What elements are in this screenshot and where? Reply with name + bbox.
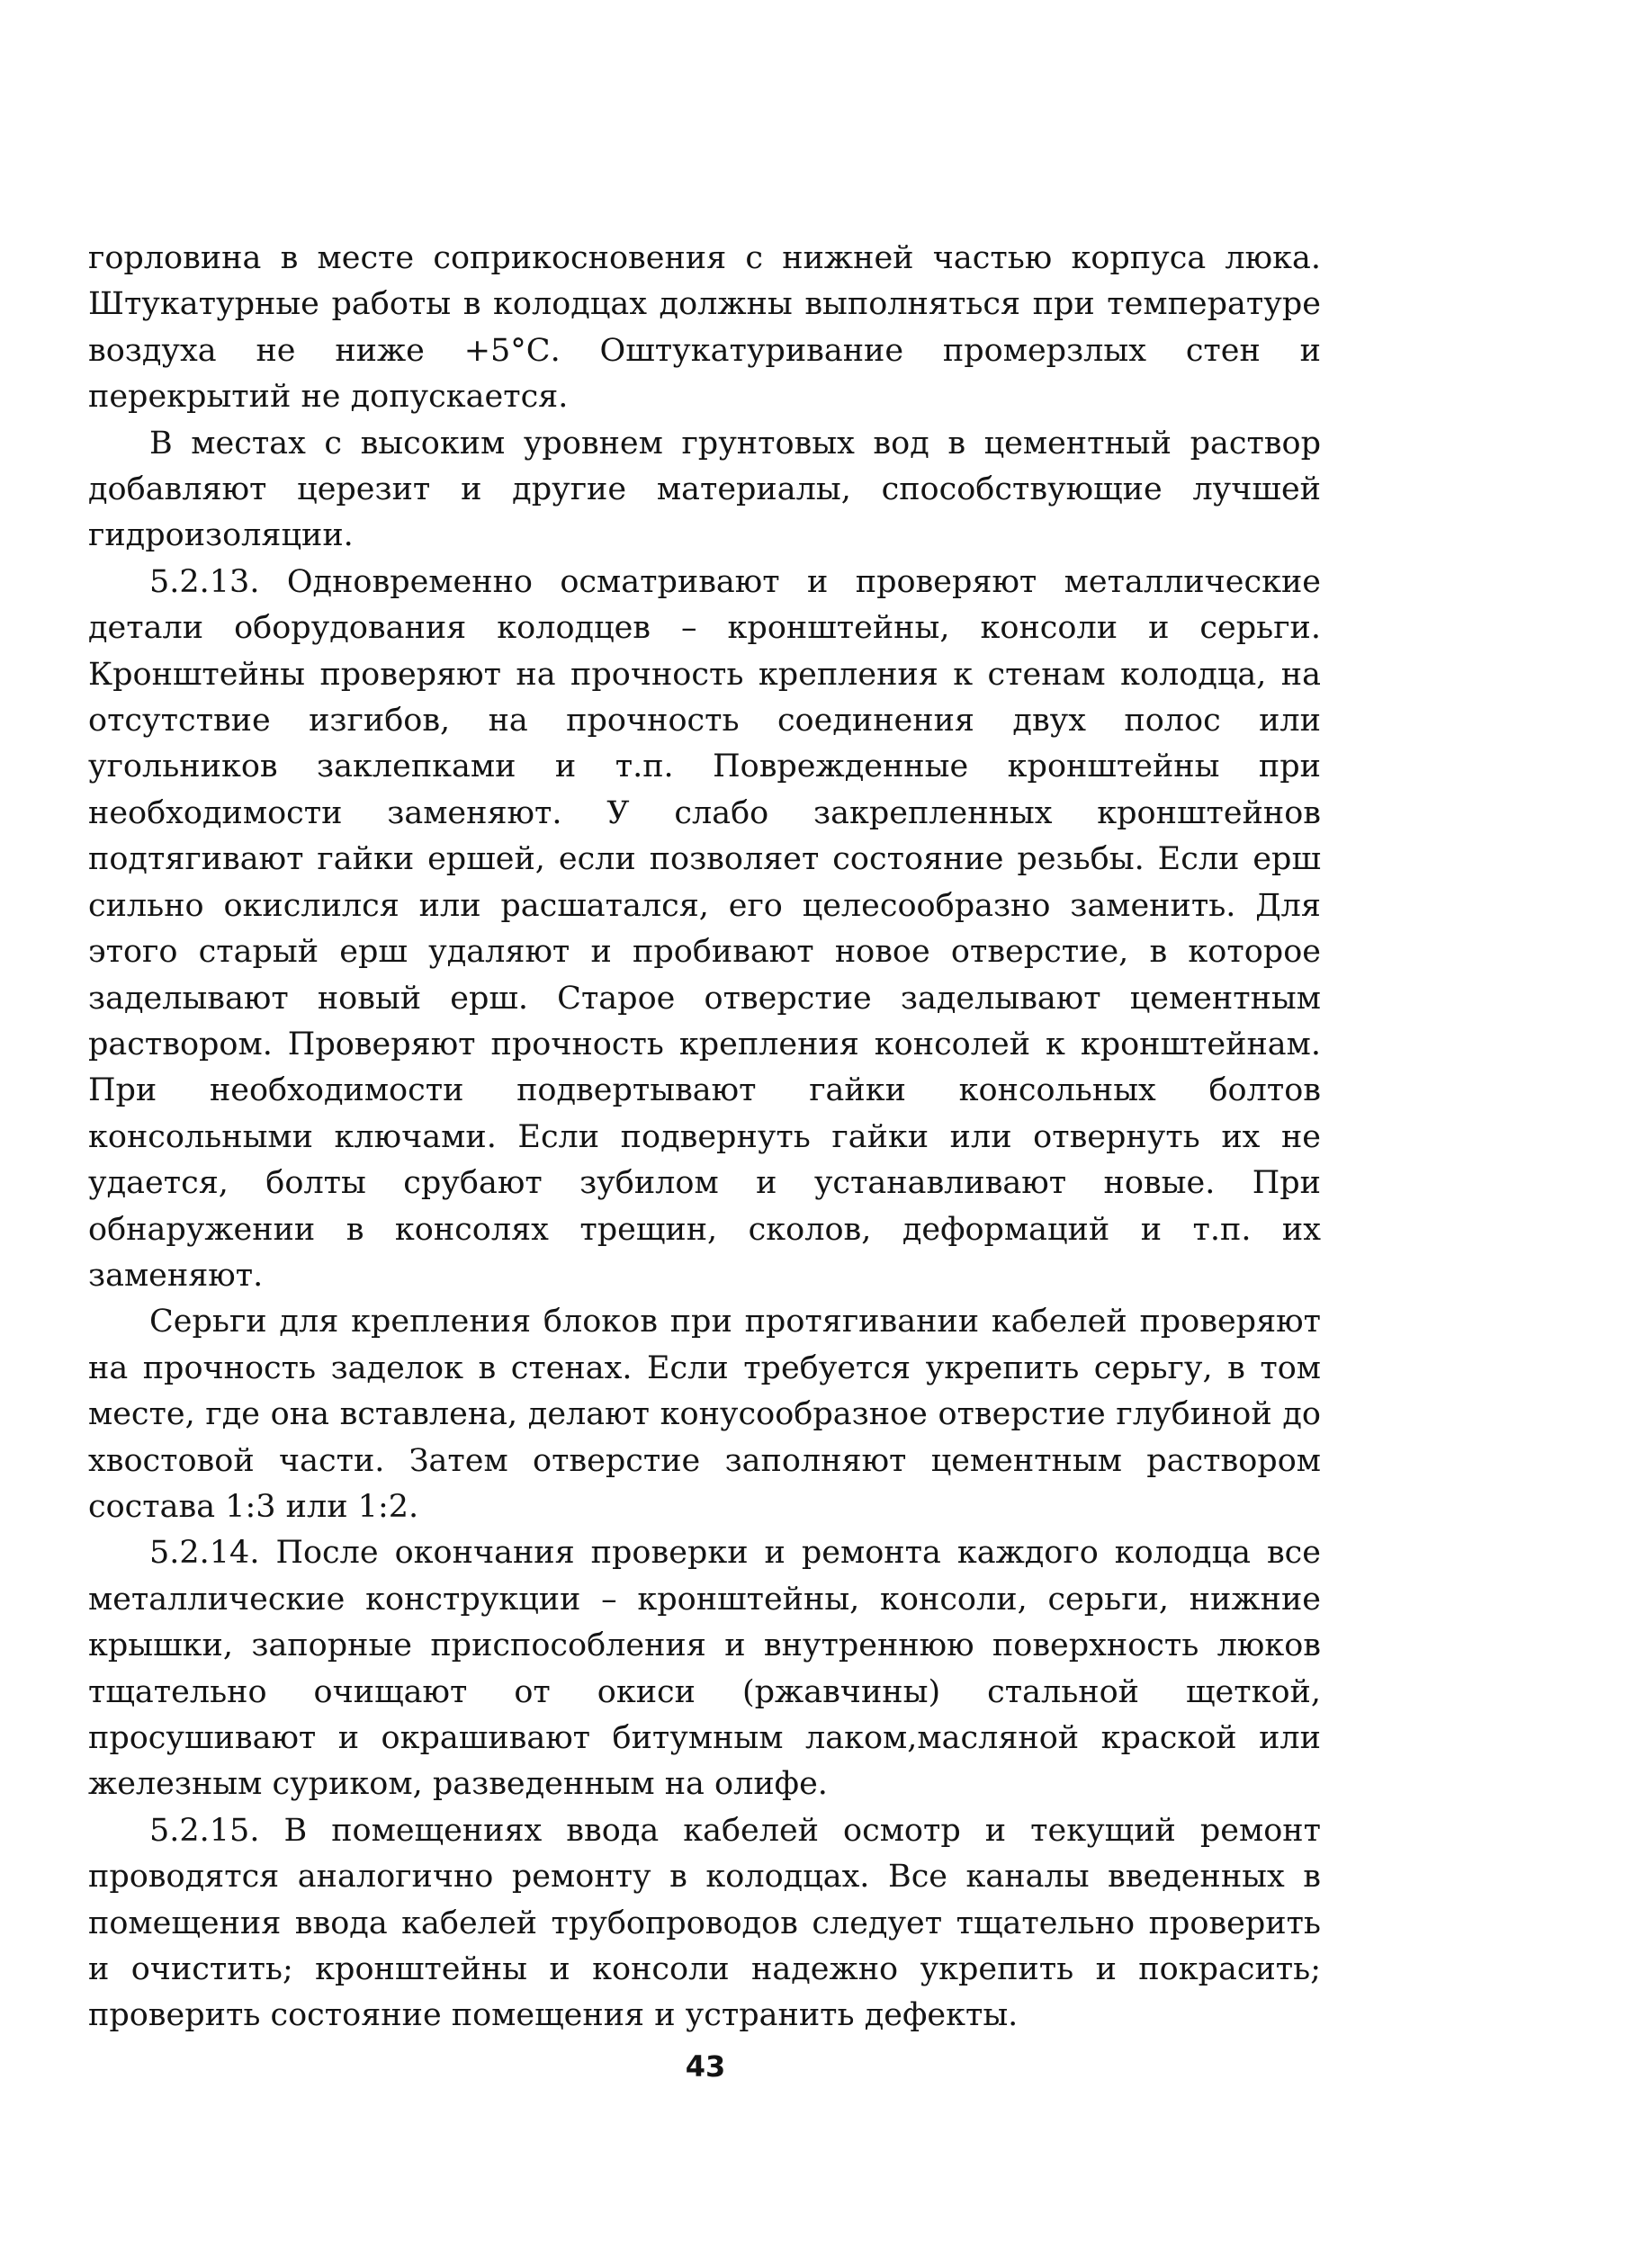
paragraph-shackles: Серьги для крепления блоков при протягивании кабелей проверяют на прочность заделок в стенах. Если требуется укрепить серьгу, в том месте, где она вставлена, делают конусообразное отверстие глубиной до хвостовой части. Затем отверстие заполняют цементным раствором состава 1:3 или 1:2.: [88, 1304, 1321, 1525]
paragraph-5-2-13: 5.2.13. Одновременно осматривают и проверяют металлические детали оборудования колодцев – кронштейны, консоли и серьги. Кронштейны проверяют на прочность крепления к стенам колодца, на отсутствие изгибов, на прочность соединения двух полос или угольников заклепками и т.п. Поврежденные кронштейны при необходимости заменяют. У слабо закрепленных кронштейнов подтягивают гайки ершей, если позволяет состояние резьбы. Если ерш сильно окислился или расшатался, его целесообразно заменить. Для этого старый ерш удаляют и пробивают новое отверстие, в которое заделывают новый ерш. Старое отверстие заделывают цементным раствором. Проверяют прочность крепления консолей к кронштейнам. При необходимости подвертывают гайки консольных болтов консольными ключами. Если подвернуть гайки или отвернуть их не удается, болты срубают зубилом и устанавливают новые. При обнаружении в консолях трещин, сколов, деформаций и т.п. их заменяют.: [88, 563, 1321, 1294]
body-text: [88, 236, 1321, 2039]
paragraph-5-2-15: 5.2.15. В помещениях ввода кабелей осмотр и текущий ремонт проводятся аналогично ремонту в колодцах. Все каналы введенных в помещения ввода кабелей трубопроводов следует тщательно проверить и очистить; кронштейны и консоли надежно укрепить и покрасить; проверить состояние помещения и устранить дефекты.: [88, 1812, 1321, 2034]
paragraph-plastering-end: горловина в месте соприкосновения с нижней частью корпуса люка. Штукатурные работы в колодцах должны выполняться при температуре воздуха не ниже +5°С. Оштукатуривание промерзлых стен и перекрытий не допускается.: [88, 240, 1321, 416]
paragraph-groundwater: В местах с высоким уровнем грунтовых вод в цементный раствор добавляют церезит и другие материалы, способствующие лучшей гидроизоляции.: [88, 425, 1321, 554]
page-number: 43: [685, 2049, 726, 2084]
paragraph-5-2-14: 5.2.14. После окончания проверки и ремонта каждого колодца все металлические конструкции – кронштейны, консоли, серьги, нижние крышки, запорные приспособления и внутреннюю поверхность люков тщательно очищают от окиси (ржавчины) стальной щеткой, просушивают и окрашивают битумным лаком,масляной краской или железным суриком, разведенным на олифе.: [88, 1535, 1321, 1803]
